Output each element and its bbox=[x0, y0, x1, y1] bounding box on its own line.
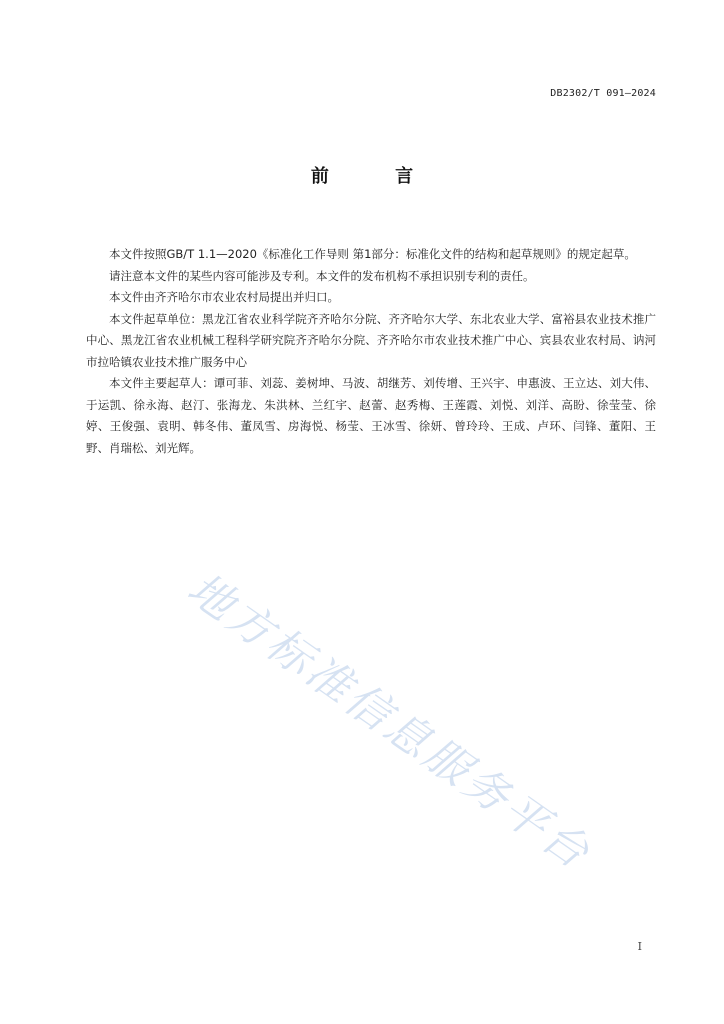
paragraph-patent-notice: 请注意本文件的某些内容可能涉及专利。本文件的发布机构不承担识别专利的责任。 bbox=[109, 268, 535, 283]
watermark: 地方标准信息服务平台 bbox=[178, 563, 601, 881]
paragraph-drafters: 本文件主要起草人：谭可菲、刘蕊、姜树坤、马波、胡继芳、刘传增、王兴宇、申惠波、王立达、刘大伟、于运凯、徐永海、赵汀、张海龙、朱洪林、兰红宇、赵蕾、赵秀梅、王莲霞、刘悦、刘洋、高盼、徐莹莹、徐婷、王俊强、袁明、韩冬伟、董凤雪、房海悦、杨莹、王冰雪、徐妍、曾玲玲、王成、卢环、闫锋、董阳、王野、肖瑞松、刘光辉。 bbox=[86, 376, 656, 455]
page-title: 前 言 bbox=[310, 166, 444, 187]
page-number: I bbox=[637, 940, 642, 953]
foreword-body bbox=[86, 244, 656, 459]
document-number: DB2302/T 091—2024 bbox=[550, 88, 656, 99]
paragraph-proposer: 本文件由齐齐哈尔市农业农村局提出并归口。 bbox=[109, 290, 339, 304]
paragraph-drafting-units: 本文件起草单位：黑龙江省农业科学院齐齐哈尔分院、齐齐哈尔大学、东北农业大学、富裕县农业技术推广中心、黑龙江省农业机械工程科学研究院齐齐哈尔分院、齐齐哈尔市农业技术推广中心、宾县农业农村局、讷河市拉哈镇农业技术推广服务中心 bbox=[86, 311, 656, 369]
paragraph-drafting-rules: 本文件按照GB/T 1.1—2020《标准化工作导则 第1部分：标准化文件的结构和起草规则》的规定起草。 bbox=[109, 247, 636, 261]
